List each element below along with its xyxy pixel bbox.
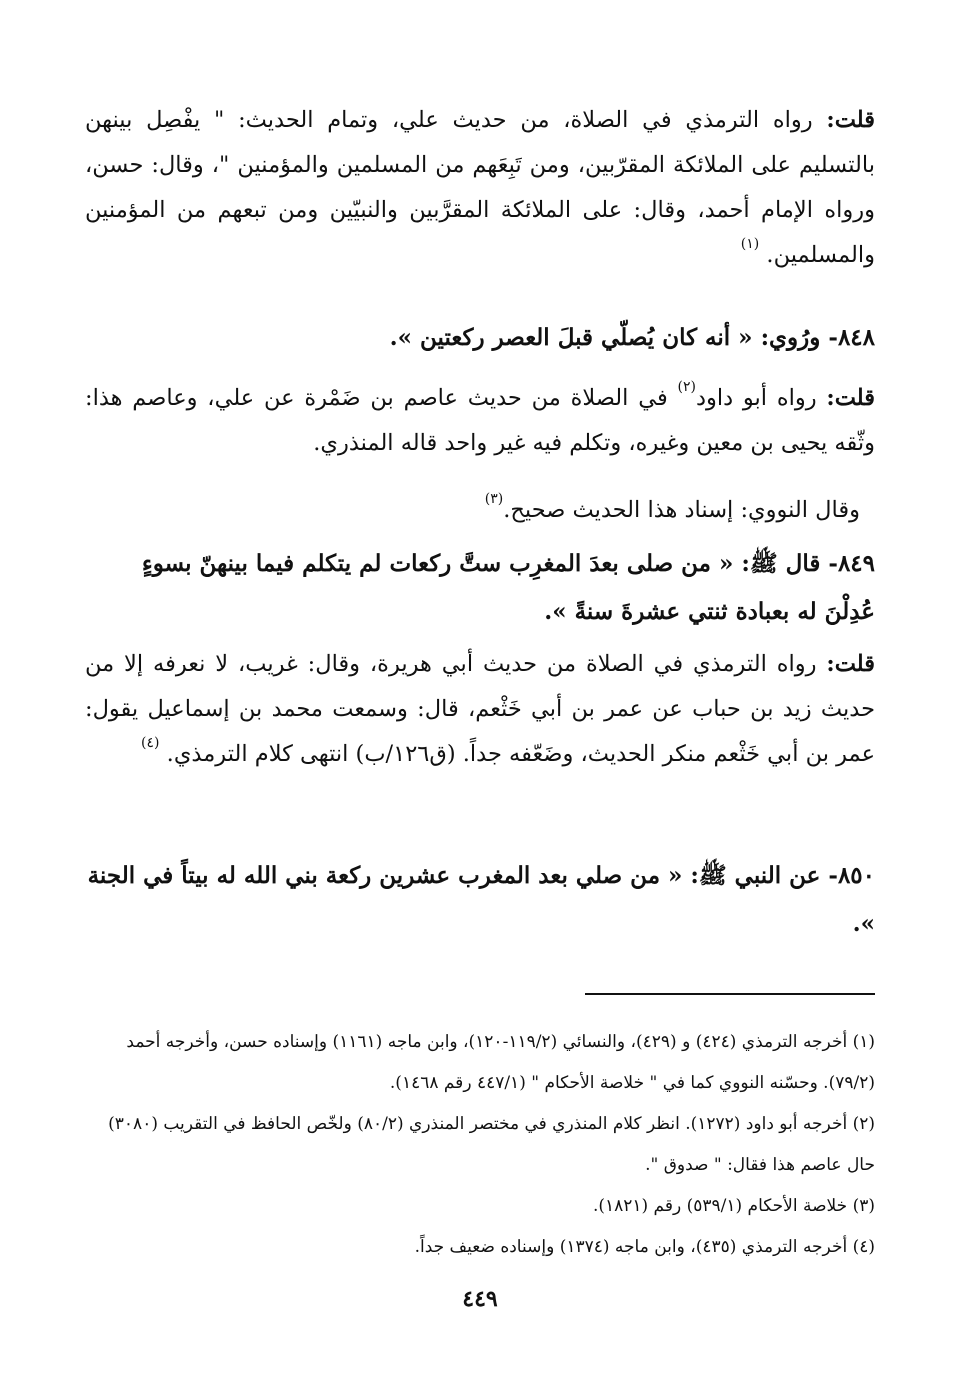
footnote-3: (٣) خلاصة الأحكام (٥٣٩/١) رقم (١٨٢١).: [592, 1196, 875, 1216]
paragraph-commentary-3: [85, 642, 875, 777]
footnote-ref-4: (٤): [141, 735, 160, 751]
hadith-849: [85, 540, 875, 636]
paragraph-nawawi: [70, 488, 860, 533]
hadith-850: [85, 852, 875, 948]
footnote-ref-3: (٣): [484, 491, 504, 507]
commentary-text: رواه أبو داود: [695, 385, 817, 411]
commentary-text: في الصلاة من حديث عاصم بن ضَمْرة عن علي، وعاصم هذا: وثّقه يحيى بن معين وغيره، وتكلم فيه غير واحد قاله المنذري.: [85, 385, 875, 456]
footnote-1: (١) أخرجه الترمذي (٤٢٤) و (٤٢٩)، والنسائي (١١٩/٢-١٢٠)، وابن ماجه (١١٦١) وإسناده حسن، وأخرجه أحمد (٧٩/٢). وحسّنه النووي كما في " خلاصة الأحكام " (٤٤٧/١ رقم ١٤٦٨).: [126, 1032, 875, 1093]
commentary-text: وقال النووي: إسناد هذا الحديث صحيح.: [503, 497, 860, 523]
commentary-text: رواه الترمذي في الصلاة من حديث أبي هريرة، وقال: غريب، لا نعرفه إلا من حديث زيد بن حباب عن عمر بن أبي خَثْعم، قال: وسمعت محمد بن إسماعيل يقول: عمر بن أبي خَثْعم منكر الحديث، وضَعّفه جداً. (ق١٢٦/ب) انتهى كلام الترمذي.: [85, 651, 875, 767]
commentary-label: قلت:: [826, 107, 875, 133]
commentary-label: قلت:: [826, 385, 876, 411]
hadith-text: ٨٤٨- ورُوي: « أنه كان يُصلّي قبلَ العصر ركعتين ».: [389, 324, 875, 351]
footnote-2: (٢) أخرجه أبو داود (١٢٧٢). انظر كلام المنذري في مختصر المنذري (٨٠/٢) ولخّص الحافظ في التقريب (٣٠٨٠) حال عاصم هذا فقال: " صدوق ".: [108, 1114, 875, 1175]
footnote-ref-1: (١): [740, 236, 760, 252]
hadith-text: ٨٤٩- قال ﷺ: « من صلى بعدَ المغرِب ستَّ ركعات لم يتكلم فيما بينهنّ بسوءٍ عُدِلْنَ له بعبادة ثنتي عشرةَ سنةً ».: [141, 550, 875, 625]
footnote-divider: [585, 993, 875, 995]
commentary-text: رواه الترمذي في الصلاة، من حديث علي، وتمام الحديث: " يفْصِل بينهن بالتسليم على الملائكة المقرّبين، ومن تَبِعَهم من المسلمين والمؤمنين "، وقال: حسن، ورواه الإمام أحمد، وقال: على الملائكة المقرَّبين والنبيّين ومن تبعهم من المؤمنين والمسلمين.: [85, 107, 875, 268]
hadith-text: ٨٥٠- عن النبي ﷺ: « من صلي بعد المغرب عشرين ركعة بني الله له بيتاً في الجنة ».: [87, 862, 875, 937]
footnote-ref-2: (٢): [677, 379, 696, 395]
hadith-848: [85, 314, 875, 362]
paragraph-commentary-2: [85, 376, 875, 466]
commentary-label: قلت:: [826, 651, 875, 677]
footnote-4: (٤) أخرجه الترمذي (٤٣٥)، وابن ماجه (١٣٧٤) وإسناده ضعيف جداً.: [414, 1237, 875, 1257]
page-number: ٤٤٩: [462, 1286, 498, 1312]
paragraph-commentary-1: [85, 98, 875, 278]
